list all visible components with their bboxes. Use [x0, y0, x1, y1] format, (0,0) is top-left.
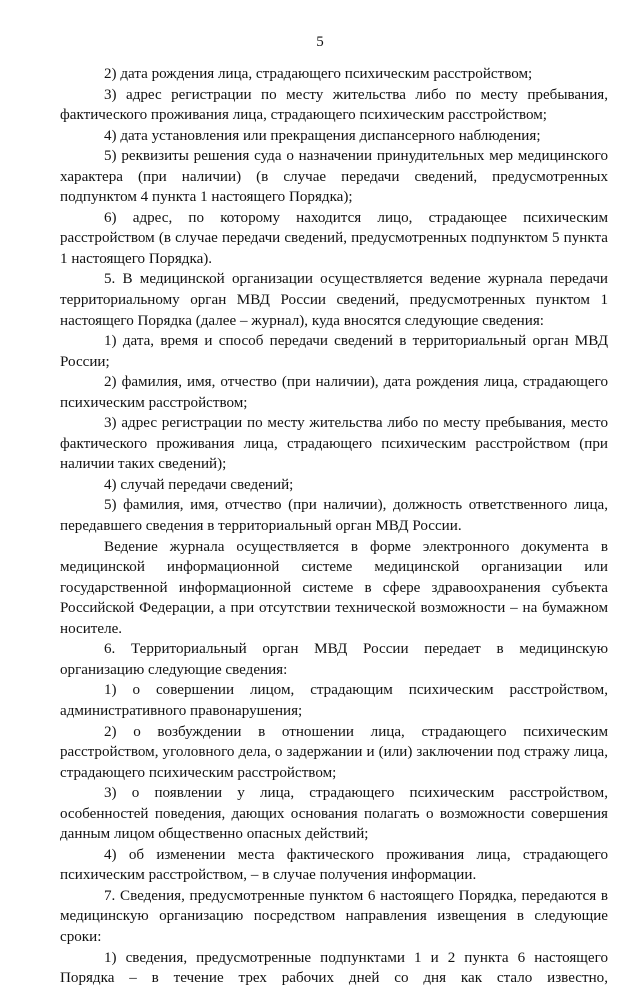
paragraph-deadlines-item-1: 1) сведения, предусмотренные подпунктами 1 и 2 пункта 6 настоящего Порядка – в течение трех рабочих дней со дня как стало известно, — [60, 949, 608, 987]
paragraph-mvd-item-1: 1) о совершении лицом, страдающим психическим расстройством, административного правонарушения; — [60, 682, 608, 719]
page-number: 5 — [316, 34, 324, 50]
paragraph-mvd-item-3: 3) о появлении у лица, страдающего психическим расстройством, особенностей поведения, дающих основания полагать о возможности совершения данным лицом общественно опасных действий; — [60, 785, 608, 843]
paragraph-journal-intro: 5. В медицинской организации осуществляется ведение журнала передачи территориальному орган МВД России сведений, предусмотренных пунктом 1 настоящего Порядка (далее – журнал), куда вносятся следующие сведения: — [60, 271, 608, 329]
paragraph-observation-date: 4) дата установления или прекращения диспансерного наблюдения; — [104, 127, 541, 144]
paragraph-journal-item-2: 2) фамилия, имя, отчество (при наличии), дата рождения лица, страдающего психическим расстройством; — [60, 374, 608, 411]
paragraph-mvd-item-4: 4) об изменении места фактического проживания лица, страдающего психическим расстройством, – в случае получения информации. — [60, 846, 608, 884]
paragraph-journal-item-4: 4) случай передачи сведений; — [104, 476, 294, 493]
paragraph-journal-item-3: 3) адрес регистрации по месту жительства либо по месту пребывания, место фактического проживания лица, страдающего психическим расстройством (при наличии таких сведений); — [60, 415, 608, 473]
paragraph-birth-date: 2) дата рождения лица, страдающего психическим расстройством; — [104, 66, 533, 82]
paragraph-journal-format: Ведение журнала осуществляется в форме электронного документа в медицинской информационной системе медицинской организации или государственной информационной системе в сфере здравоохранения субъекта Российской Федерации, а при отсутствии технической возможности – на бумажном носителе. — [60, 538, 608, 637]
paragraph-mvd-intro: 6. Территориальный орган МВД России передает в медицинскую организацию следующие сведения: — [60, 641, 608, 678]
paragraph-location-address: 6) адрес, по которому находится лицо, страдающее психическим расстройством (в случае передачи сведений, предусмотренных подпунктом 5 пункта 1 настоящего Порядка). — [60, 209, 608, 267]
paragraph-journal-item-5: 5) фамилия, имя, отчество (при наличии), должность ответственного лица, передавшего сведения в территориальный орган МВД России. — [60, 497, 608, 535]
paragraph-mvd-item-2: 2) о возбуждении в отношении лица, страдающего психическим расстройством, уголовного дела, о задержании и (или) заключении под стражу лица, страдающего психическим расстройством; — [60, 723, 608, 781]
paragraph-deadlines-intro: 7. Сведения, предусмотренные пунктом 6 настоящего Порядка, передаются в медицинскую организацию посредством направления извещения в следующие сроки: — [60, 887, 608, 945]
paragraph-registration-address: 3) адрес регистрации по месту жительства либо по месту пребывания, фактического проживания лица, страдающего психическим расстройством; — [60, 86, 608, 124]
paragraph-journal-item-1: 1) дата, время и способ передачи сведений в территориальный орган МВД России; — [60, 333, 608, 370]
document-body — [60, 64, 608, 989]
paragraph-court-decision: 5) реквизиты решения суда о назначении принудительных мер медицинского характера (при наличии) (в случае передачи сведений, предусмотренных подпунктом 4 пункта 1 настоящего Порядка); — [60, 148, 608, 206]
